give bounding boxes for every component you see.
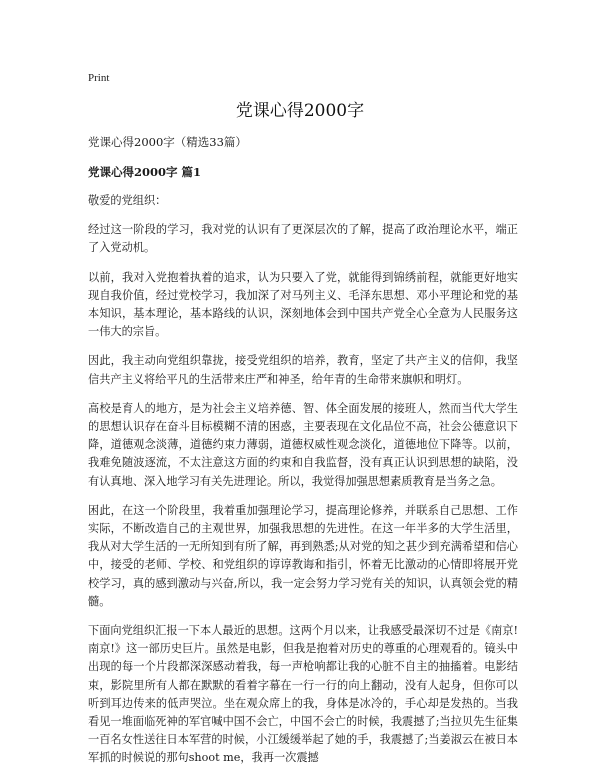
section-heading: 党课心得2000字 篇1 [88,165,202,179]
paragraph: 以前，我对入党抱着执着的追求，认为只要入了党，就能得到锦绣前程，就能更好地实现自我价值，经过党校学习，我加深了对马列主义、毛泽东思想、邓小平理论和党的基本知识，基本理论，基本路线的认识，深刻地体会到中国共产党全心全意为人民服务这一伟大的宗旨。 [88,270,518,339]
document-subtitle: 党课心得2000字（精选33篇） [88,135,247,149]
paragraph: 下面向党组织汇报一下本人最近的思想。这两个月以来，让我感受最深切不过是《南京!南京!》这一部历史巨片。虽然是电影，但我是抱着对历史的尊重的心理观看的。镜头中出现的每一个片段都深深感动着我，每一声枪响都让我的心脏不自主的抽搐着。电影结束，影院里所有人都在默默的看着字幕在一行一行的向上翻动，没有人起身，但你可以听到耳边传来的低声哭泣。坐在观众席上的我，身体是冰冷的，手心却是发热的。当我看见一堆面临死神的军官喊中国不会亡，中国不会亡的时候，我震撼了;当拉贝先生征集一百名女性送往日本军营的时候，小江缓缓举起了她的手，我震撼了;当姜淑云在被日本军抓的时候说的那句shoot me，我再一次震撼 [88,624,518,765]
document-title: 党课心得2000字 [235,101,365,121]
document-body [88,134,518,776]
paragraph: 经过这一阶段的学习，我对党的认识有了更深层次的了解，提高了政治理论水平，端正了入党动机。 [88,223,518,255]
paragraph: 因此，我主动向党组织靠拢，接受党组织的培养，教育，坚定了共产主义的信仰，我坚信共产主义将给平凡的生活带来庄严和神圣，给年青的生命带来旗帜和明灯。 [88,354,518,386]
salutation: 敬爱的党组织： [88,194,167,207]
paragraph: 困此，在这一个阶段里，我着重加强理论学习，提高理论修养，并联系自己思想、工作实际，不断改造自己的主观世界，加强我思想的先进性。在这一年半多的大学生活里，我从对大学生活的一无所知到有所了解，再到熟悉;从对党的知之甚少到充满希望和信心中，接受的老师、学校、和党组织的谆谆教诲和指引，怀着无比激动的心情即将展开党校学习，真的感到激动与兴奋,所以，我一定会努力学习党有关的知识，认真领会党的精髓。 [88,503,518,608]
print-label: Print [88,72,110,84]
paragraph: 高校是育人的地方，是为社会主义培养德、智、体全面发展的接班人，然而当代大学生的思想认识存在奋斗目标模糊不清的困惑，主要表现在文化品位不高，社会公德意识下降，道德观念淡薄，道德约束力薄弱，道德权威性观念淡化，道德地位下降等。以前，我难免随波逐流，不太注意这方面的约束和自我监督，没有真正认识到思想的缺陷，没有认真地、深入地学习有关先进理论。所以，我觉得加强思想素质教育是当务之急。 [88,401,518,488]
